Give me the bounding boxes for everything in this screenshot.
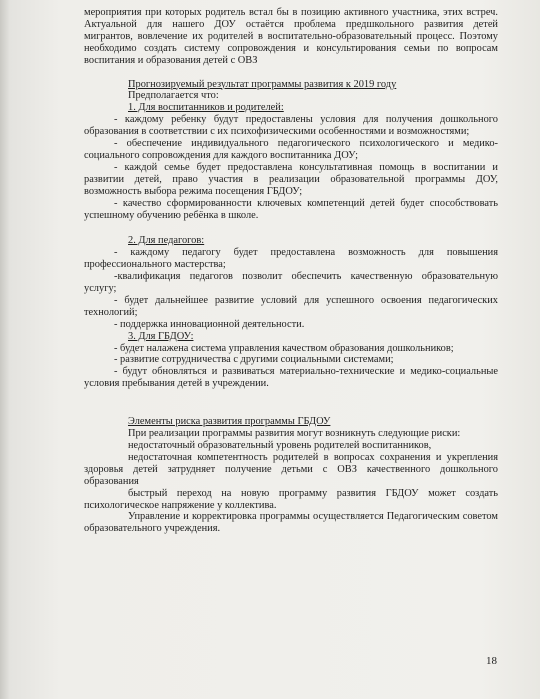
document-body [84,7,498,535]
text-line: - будет налажена система управления качеством образования дошкольников; [114,342,454,354]
text-line: - будет дальнейшее развитие условий для успешного освоения педагогических [114,294,498,306]
text-line: быстрый переход на новую программу развития ГБДОУ может создать [128,487,498,499]
text-line: мигрантов, вовлечение их родителей в воспитательно-образовательный процесс. Поэтому [84,30,498,42]
text-line: воспитания и образования детей с ОВЗ [84,54,258,66]
text-line: При реализации программы развития могут возникнуть следующие риски: [128,428,461,440]
text-line: - развитие сотрудничества с другими социальными системами; [114,354,394,366]
subheading-gbdou: 3. Для ГБДОУ: [128,330,194,342]
subheading-pupils-parents: 1. Для воспитанников и родителей: [128,102,284,114]
subheading-teachers: 2. Для педагогов: [128,235,205,247]
text-line: Предполагается что: [128,90,219,102]
text-line: развитии детей, право участия в реализации образовательной программы ДОУ, [84,173,498,185]
text-line: психологическое напряжение у коллектива. [84,499,277,511]
text-line: недостаточный образовательный уровень родителей воспитанников, [128,440,432,451]
text-line: - каждой семье будет предоставлена консультативная помощь в воспитании и [114,161,498,173]
text-line: -квалификация педагогов позволит обеспечить качественную образовательную [114,271,498,283]
page-number: 18 [486,655,497,667]
text-line: мероприятия при которых родитель встал бы в позицию активного участника, этих встреч. [84,7,498,18]
text-line: - поддержка инновационной деятельности. [114,318,305,330]
section-heading-risks: Элементы риска развития программы ГБДОУ [128,416,331,428]
text-line: здоровья детей затрудняет получение детьми с ОВЗ качественного дошкольного [84,463,498,475]
text-line: образования [84,475,139,487]
text-line: - обеспечение индивидуального педагогического психологического и медико- [114,138,498,150]
text-line: образовательного учреждения. [84,523,221,535]
text-line: технологий; [84,306,138,318]
section-heading-results: Прогнозируемый результат программы развития к 2019 году [128,78,397,90]
text-line: необходимо создать систему сопровождения и консультирования семьи по вопросам [84,42,498,54]
text-line: Актуальной для нашего ДОУ остаётся проблема предшкольного развития детей [84,18,498,30]
text-line: возможность выбора режима посещения ГБДОУ; [84,185,303,197]
text-line: - каждому ребенку будут предоставлены условия для получения дошкольного [114,114,498,126]
text-line: условия пребывания детей в учреждении. [84,378,269,390]
text-line: социального сопровождения для каждого воспитанника ДОУ; [84,149,358,161]
text-line: образования в соответствии с их психофизическими особенностями и возможностями; [84,126,470,138]
text-line: - качество сформированности ключевых компетенций детей будет способствовать [114,197,498,209]
text-line: недостаточная компетентность родителей в вопросах сохранения и укрепления [128,451,498,463]
text-line: профессионального мастерства; [84,259,226,271]
text-line: - каждому педагогу будет предоставлена возможность для повышения [114,247,498,259]
text-line: - будут обновляться и развиваться материально-технические и медико-социальные [114,366,498,378]
text-line: услугу; [84,283,117,295]
text-line: успешному обучению ребёнка в школе. [84,209,259,221]
text-line: Управление и корректировка программы осуществляется Педагогическим советом [128,511,498,523]
